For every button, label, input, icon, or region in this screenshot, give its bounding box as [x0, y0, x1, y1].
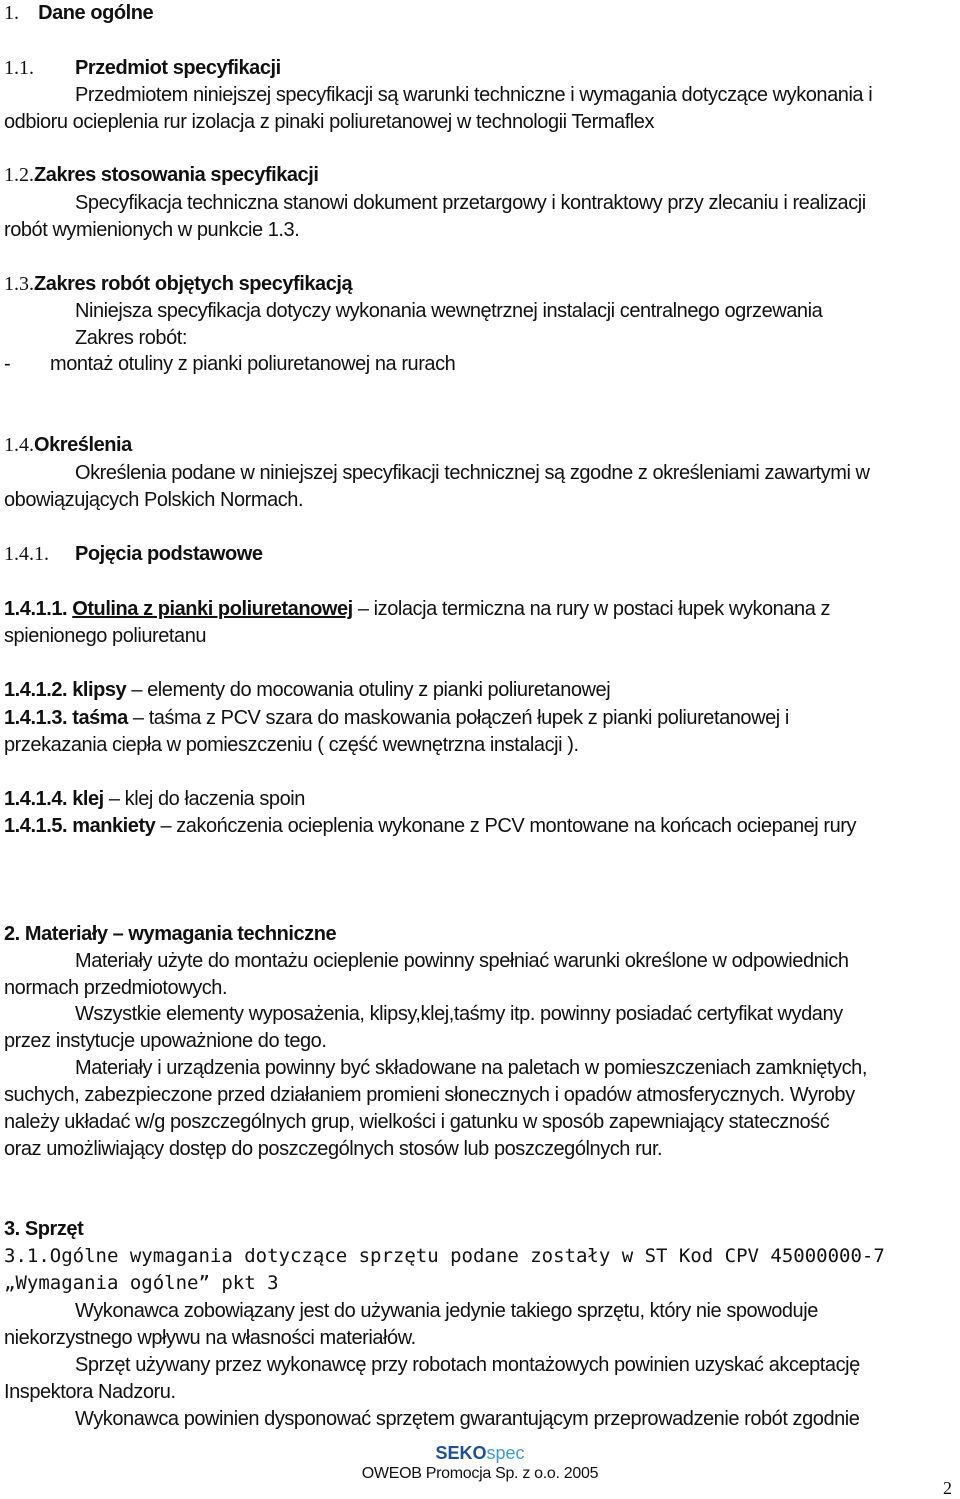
definition-item — [4, 815, 856, 837]
bullet-dash: - — [4, 353, 11, 375]
section-title: Zakres stosowania specyfikacji — [34, 164, 319, 186]
paragraph-line: Materiały i urządzenia powinny być składowane na paletach w pomieszczeniach zamkniętych, — [75, 1057, 867, 1079]
section-heading: 2. Materiały – wymagania techniczne — [4, 923, 337, 945]
paragraph-line: spienionego poliuretanu — [4, 625, 207, 647]
definition-item — [4, 707, 789, 729]
section-title: Określenia — [34, 434, 132, 456]
footer-logo — [0, 1443, 960, 1464]
paragraph-line: niekorzystnego wpływu na własności materiałów. — [4, 1327, 416, 1349]
paragraph-line: odbioru ocieplenia rur izolacja z pinaki poliuretanowej w technologii Termaflex — [4, 111, 655, 133]
paragraph-line: Wykonawca zobowiązany jest do używania jedynie takiego sprzętu, który nie spowoduje — [75, 1300, 818, 1322]
section-heading — [4, 2, 153, 24]
section-title: Pojęcia podstawowe — [75, 543, 263, 565]
definition-number: 1.4.1.1. — [4, 598, 68, 620]
paragraph-line: oraz umożliwiający dostęp do poszczególnych stosów lub poszczególnych rur. — [4, 1138, 663, 1160]
page-number: 2 — [943, 1478, 952, 1498]
section-number: 1.4. — [4, 434, 34, 456]
logo-text-secondary: spec — [486, 1443, 525, 1463]
section-number: 1.2. — [4, 164, 34, 186]
section-heading — [4, 57, 281, 79]
section-heading — [4, 434, 132, 456]
paragraph-line: Niniejsza specyfikacja dotyczy wykonania wewnętrznej instalacji centralnego ogrzewania — [75, 300, 823, 322]
definition-item — [4, 598, 830, 620]
section-title: Dane ogólne — [38, 2, 154, 24]
paragraph-line: Określenia podane w niniejszej specyfikacji technicznej są zgodne z określeniami zawartymi w — [75, 462, 870, 484]
definition-text: – klej do łaczenia spoin — [108, 788, 305, 810]
definition-number: 1.4.1.5. — [4, 815, 68, 837]
section-title: Zakres robót objętych specyfikacją — [34, 273, 353, 295]
section-title: Przedmiot specyfikacji — [75, 57, 281, 79]
section-number: 1.3. — [4, 273, 34, 295]
paragraph-line: robót wymienionych w punkcie 1.3. — [4, 219, 300, 241]
paragraph-line: należy układać w/g poszczególnych grup, wielkości i gatunku w sposób zapewniający stateczność — [4, 1111, 830, 1133]
paragraph-line: Specyfikacja techniczna stanowi dokument przetargowy i kontraktowy przy zlecaniu i realizacji — [75, 192, 866, 214]
definition-term: klipsy — [72, 679, 127, 701]
definition-term: taśma — [72, 707, 128, 729]
section-heading: 3. Sprzęt — [4, 1218, 84, 1240]
definition-text: – taśma z PCV szara do maskowania połączeń łupek z pianki poliuretanowej i — [132, 707, 789, 729]
paragraph-line: Przedmiotem niniejszej specyfikacji są warunki techniczne i wymagania dotyczące wykonania i — [75, 84, 873, 106]
paragraph-line: suchych, zabezpieczone przed działaniem promieni słonecznych i opadów atmosferycznych. Wyroby — [4, 1084, 855, 1106]
paragraph-line: Sprzęt używany przez wykonawcę przy robotach montażowych powinien uzyskać akceptację — [75, 1354, 860, 1376]
paragraph-line: obowiązujących Polskich Normach. — [4, 489, 304, 511]
subsection-heading — [4, 543, 263, 565]
paragraph-line: Wykonawca powinien dysponować sprzętem gwarantującym przeprowadzenie robót zgodnie — [75, 1408, 860, 1430]
paragraph-line: „Wymagania ogólne” pkt 3 — [4, 1272, 279, 1294]
paragraph-line: Materiały użyte do montażu ocieplenie powinny spełniać warunki określone w odpowiednich — [75, 950, 849, 972]
definition-text: – izolacja termiczna na rury w postaci łupek wykonana z — [357, 598, 831, 620]
paragraph-line: 3.1.Ogólne wymagania dotyczące sprzętu podane zostały w ST Kod CPV 45000000-7 — [4, 1245, 885, 1267]
definition-number: 1.4.1.3. — [4, 707, 68, 729]
definition-text: – zakończenia ocieplenia wykonane z PCV montowane na końcach ociepanej rury — [160, 815, 857, 837]
paragraph-line: przekazania ciepła w pomieszczeniu ( część wewnętrzna instalacji ). — [4, 734, 579, 756]
definition-item — [4, 679, 610, 701]
definition-term: klej — [72, 788, 104, 810]
bullet-text: montaż otuliny z pianki poliuretanowej na rurach — [50, 353, 456, 375]
section-number: 1. — [4, 2, 19, 24]
section-heading — [4, 273, 352, 295]
section-number: 1.4.1. — [4, 543, 49, 565]
paragraph-line: Inspektora Nadzoru. — [4, 1381, 176, 1403]
footer-company: OWEOB Promocja Sp. z o.o. 2005 — [361, 1465, 599, 1482]
bullet-item — [4, 353, 456, 375]
paragraph-line: Wszystkie elementy wyposażenia, klipsy,klej,taśmy itp. powinny posiadać certyfikat wydany — [75, 1003, 843, 1025]
paragraph-line: Zakres robót: — [75, 327, 187, 349]
section-heading — [4, 164, 318, 186]
definition-text: – elementy do mocowania otuliny z pianki poliuretanowej — [131, 679, 611, 701]
paragraph-line: przez instytucje upoważnione do tego. — [4, 1030, 327, 1052]
definition-number: 1.4.1.2. — [4, 679, 68, 701]
definition-item — [4, 788, 305, 810]
logo-text-primary: SEKO — [435, 1443, 487, 1463]
definition-number: 1.4.1.4. — [4, 788, 68, 810]
definition-term: mankiety — [72, 815, 156, 837]
section-number: 1.1. — [4, 57, 34, 79]
paragraph-line: normach przedmiotowych. — [4, 977, 228, 999]
definition-term: Otulina z pianki poliuretanowej — [72, 598, 353, 620]
